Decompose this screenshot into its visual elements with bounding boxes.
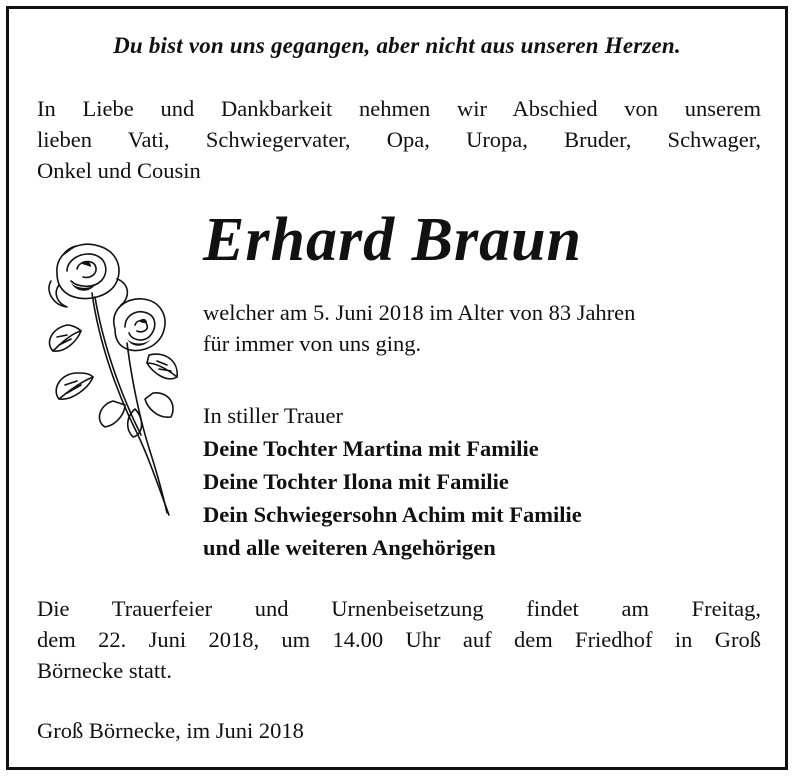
mourner-name: Deine Tochter Martina mit Familie (203, 436, 539, 461)
intro-text (37, 93, 761, 186)
mourner-name: Dein Schwiegersohn Achim mit Familie (203, 502, 582, 527)
funeral-line: Die Trauerfeier und Urnenbeisetzung findet am Freitag, (37, 596, 761, 621)
obituary-notice (6, 6, 788, 770)
mourner-name: Deine Tochter Ilona mit Familie (203, 469, 509, 494)
motto-heading: Du bist von uns gegangen, aber nicht aus unseren Herzen. (113, 33, 681, 58)
roses-icon (37, 233, 187, 523)
death-notice-line: welcher am 5. Juni 2018 im Alter von 83 Jahren (203, 300, 636, 325)
intro-line: Onkel und Cousin (37, 158, 201, 183)
deceased-name: Erhard Braun (203, 206, 583, 274)
intro-line: lieben Vati, Schwiegervater, Opa, Uropa, Bruder, Schwager, (37, 127, 761, 152)
funeral-line: dem 22. Juni 2018, um 14.00 Uhr auf dem Friedhof in Groß (37, 627, 761, 652)
mourners-block (203, 399, 761, 564)
place-date: Groß Börnecke, im Juni 2018 (37, 718, 304, 743)
funeral-line: Börnecke statt. (37, 658, 172, 683)
intro-line: In Liebe und Dankbarkeit nehmen wir Abschied von unserem (37, 96, 761, 121)
funeral-info (37, 593, 761, 686)
mourner-name: und alle weiteren Angehörigen (203, 535, 496, 560)
death-notice (203, 297, 761, 359)
death-notice-line: für immer von uns ging. (203, 331, 422, 356)
mourners-heading: In stiller Trauer (203, 403, 343, 428)
